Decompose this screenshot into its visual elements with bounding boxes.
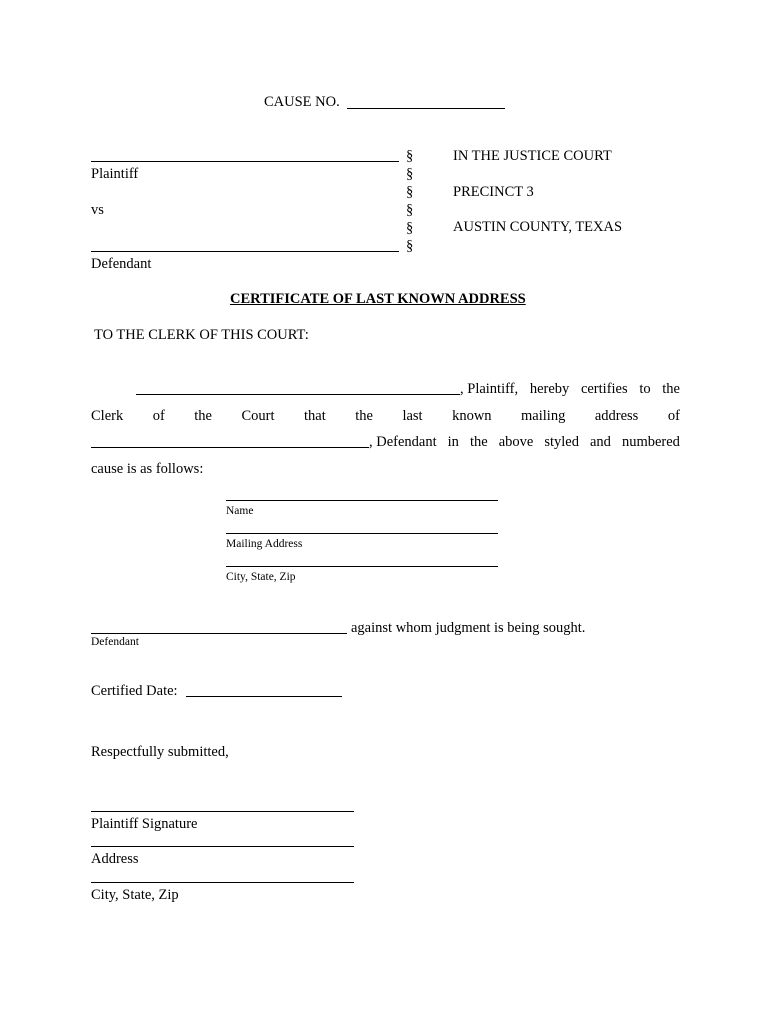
- body-word: to: [639, 381, 651, 397]
- body-word: the: [662, 381, 680, 397]
- judgment-defendant-field[interactable]: [91, 633, 347, 634]
- defendant-city-state-zip-line[interactable]: [226, 566, 498, 567]
- precinct: PRECINCT 3: [453, 184, 534, 200]
- body-word: Clerk: [91, 408, 124, 424]
- name-label: Name: [226, 505, 254, 517]
- vs-label: vs: [91, 202, 104, 218]
- body-word: the: [355, 408, 373, 424]
- body-line-1: [460, 382, 680, 397]
- body-word: the: [469, 434, 488, 450]
- body-word: numbered: [621, 434, 680, 450]
- body-word: that: [304, 408, 326, 424]
- closing: Respectfully submitted,: [91, 744, 229, 760]
- defendant-name-field[interactable]: [91, 251, 399, 252]
- address-label: Address: [91, 851, 139, 867]
- body-word: hereby: [529, 381, 570, 397]
- body-line-3: [369, 435, 680, 450]
- body-word: above: [498, 434, 534, 450]
- body-word: the: [194, 408, 212, 424]
- body-word: in: [447, 434, 459, 450]
- body-word: address: [594, 408, 639, 424]
- body-word: Court: [241, 408, 275, 424]
- section-symbol: §: [406, 184, 414, 200]
- plaintiff-address-line[interactable]: [91, 846, 354, 847]
- court-name: IN THE JUSTICE COURT: [453, 148, 612, 164]
- body-word: of: [667, 408, 680, 424]
- judgment-text: against whom judgment is being sought.: [351, 620, 586, 636]
- signature-city-state-zip-label: City, State, Zip: [91, 887, 179, 903]
- defendant-mailing-address-line[interactable]: [226, 533, 498, 534]
- section-symbol: §: [406, 220, 414, 236]
- plaintiff-label: Plaintiff: [91, 166, 139, 182]
- body-word: styled: [544, 434, 579, 450]
- county: AUSTIN COUNTY, TEXAS: [453, 219, 623, 235]
- defendant-name-body-field[interactable]: [91, 447, 369, 448]
- salutation: TO THE CLERK OF THIS COURT:: [94, 327, 309, 343]
- mailing-address-label: Mailing Address: [226, 538, 303, 550]
- city-state-zip-label: City, State, Zip: [226, 571, 296, 583]
- body-word: and: [589, 434, 611, 450]
- body-word: known: [452, 408, 492, 424]
- body-word: mailing: [521, 408, 566, 424]
- plaintiff-city-state-zip-line[interactable]: [91, 882, 354, 883]
- body-word: , Defendant: [369, 434, 437, 450]
- cause-no-label: CAUSE NO.: [264, 94, 340, 110]
- plaintiff-signature-label: Plaintiff Signature: [91, 816, 198, 832]
- judgment-defendant-label: Defendant: [91, 636, 139, 648]
- section-symbol: §: [406, 148, 414, 164]
- body-word: of: [152, 408, 165, 424]
- defendant-label: Defendant: [91, 256, 152, 272]
- cause-no-field[interactable]: [347, 108, 505, 109]
- certified-date-field[interactable]: [186, 696, 342, 697]
- plaintiff-certify-name-field[interactable]: [136, 394, 460, 395]
- document-title: CERTIFICATE OF LAST KNOWN ADDRESS: [230, 291, 526, 307]
- body-line-2: [91, 409, 680, 424]
- certified-date-label: Certified Date:: [91, 683, 178, 699]
- body-word: certifies: [580, 381, 628, 397]
- body-line-4: cause is as follows:: [91, 461, 204, 477]
- section-symbol: §: [406, 202, 414, 218]
- section-symbol: §: [406, 238, 414, 254]
- section-symbol: §: [406, 166, 414, 182]
- body-word: , Plaintiff,: [460, 381, 519, 397]
- plaintiff-signature-line[interactable]: [91, 811, 354, 812]
- body-word: last: [402, 408, 423, 424]
- plaintiff-name-field[interactable]: [91, 161, 399, 162]
- defendant-name-line[interactable]: [226, 500, 498, 501]
